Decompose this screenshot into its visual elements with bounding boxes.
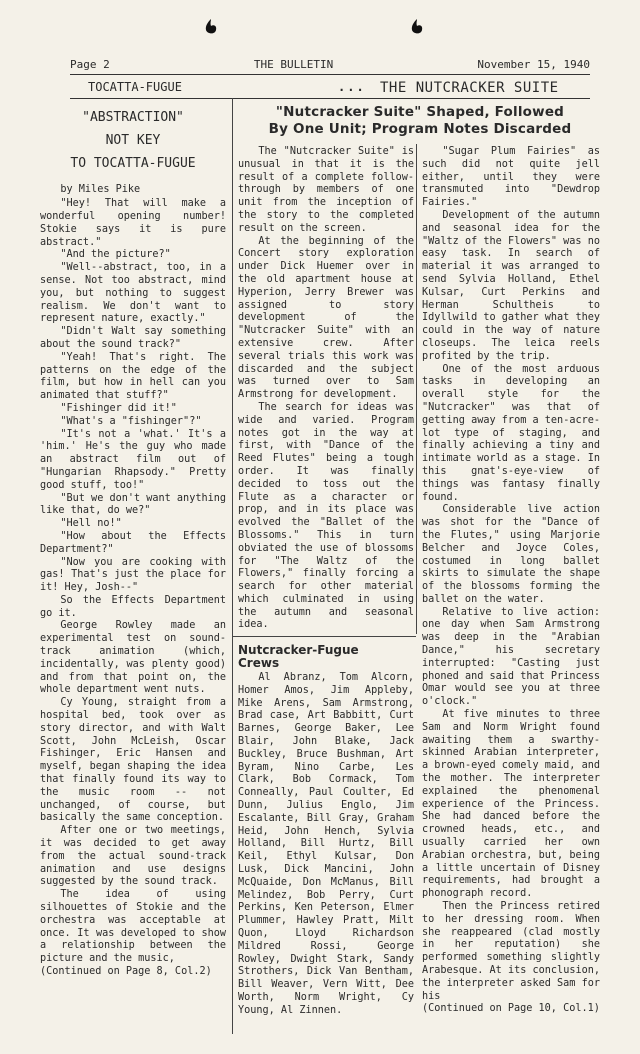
headline-line2: By One Unit; Program Notes Discarded [268, 121, 572, 137]
crews-divider [232, 636, 416, 637]
article-paragraph: "And the picture?" [60, 249, 171, 261]
article-paragraph: Cy Young, straight from a hospital bed, took over as story director, and with Walt Scott, John McLeish, Oscar Fishinger, Eric Hansen and myself, began shaping the idea that finally found its way to the music room -- not unchanged, of course, but basically the same conception. [40, 697, 226, 824]
article-paragraph: "Sugar Plum Fairies" as such did not quite jell either, until they were transmuted into "Dewdrop Fairies." [422, 146, 600, 209]
crews-title-line1: Nutcracker-Fugue [238, 644, 359, 657]
article-paragraph: "What's a "fishinger"?" [60, 415, 202, 427]
article-paragraph: "It's not a 'what.' It's a 'him.' He's the guy who made an abstract film out of "Hungarian Rhapsody." Pretty good stuff, too!" [40, 428, 226, 491]
nutcracker-headline [240, 104, 600, 138]
article-paragraph: "But we don't want anything like that, do we?" [40, 492, 226, 517]
punch-hole-left [204, 18, 218, 36]
continued-note: (Continued on Page 10, Col.1) [422, 1003, 600, 1015]
article-paragraph: "Hey! That will make a wonderful opening number! Stokie says it is pure abstract." [40, 198, 226, 248]
page-number: Page 2 [70, 58, 110, 71]
article-paragraph: After one or two meetings, it was decided to get away from the actual sound-track animation and use designs suggested by the sound track. [40, 825, 226, 888]
punch-hole-right [410, 18, 424, 36]
article-paragraph: The "Nutcracker Suite" is unusual in that it is the result of a complete follow-through by members of one unit from the inception of the story to the completed result on the screen. [238, 146, 414, 234]
column-divider-left [232, 98, 233, 1034]
header-rule [70, 74, 590, 75]
article-paragraph: At the beginning of the Concert story exploration under Dick Huemer over in the old apartment house at Hyperion, Jerry Brewer was assigned to story development of the "Nutcracker Suite" with an extensive crew. After several trials this work was discarded and the subject was turned over to Sam Armstrong for development. [238, 235, 414, 401]
article-title-line3: TO TOCATTA-FUGUE [70, 155, 196, 171]
article-title-line2: NOT KEY [105, 132, 161, 148]
article-body [40, 198, 226, 979]
article-paragraph: So the Effects Department go it. [40, 594, 226, 619]
article-paragraph: "Well--abstract, too, in a sense. Not too abstract, mind you, but nothing to suggest realism. We don't want to represent nature, exactly." [40, 262, 226, 325]
page-header [70, 58, 590, 71]
article-paragraph: "Fishinger did it!" [60, 402, 177, 414]
headline-line1: "Nutcracker Suite" Shaped, Followed [275, 104, 565, 120]
article-paragraph: "Hell no!" [60, 518, 122, 530]
continued-note: (Continued on Page 8, Col.2) [40, 966, 212, 977]
article-paragraph: "How about the Effects Department?" [40, 530, 226, 555]
publication-name: THE BULLETIN [253, 58, 334, 71]
crews-title [238, 644, 414, 670]
article-paragraph: Relative to live action: one day when Sam Armstrong was deep in the "Arabian Dance," his secretary interrupted: "Casting just phoned and said that Princess Omar would see you at three o'clock." [422, 606, 600, 708]
article-paragraph: George Rowley made an experimental test on sound-track animation (which, incidentally, was plenty good) and from that point on, the whole department went nuts. [40, 620, 226, 696]
section-rule [70, 98, 590, 99]
article-paragraph: "Didn't Walt say something about the sound track?" [40, 326, 226, 350]
article-title-line1: "ABSTRACTION" [82, 110, 184, 125]
nutcracker-article-column-b [422, 146, 600, 1032]
section-header [70, 80, 590, 96]
section-separator: ... [338, 80, 366, 94]
article-paragraph: Considerable live action was shot for the "Dance of the Flutes," using Marjorie Belcher and Joyce Coles, costumed in long ballet skirts to simulate the shape of the blossoms forming the ballet on the water. [422, 504, 600, 605]
article-paragraph: Then the Princess retired to her dressing room. When she reappeared (clad mostly in her reputation) she performed something slightly Arabesque. At its conclusion, the interpreter asked Sam for his [422, 901, 600, 1002]
article-paragraph: "Yeah! That's right. The patterns on the edge of the film, but how in hell can you animated that stuff?" [40, 351, 226, 402]
article-paragraph: The idea of using silhouettes of Stokie and the orchestra was acceptable at once. It was developed to show a relationship between the picture and the music, [40, 889, 226, 965]
crews-title-line2: Crews [238, 656, 280, 670]
article-paragraph: The search for ideas was wide and varied. Program notes got in the way at first, with "Dance of the Reed Flutes" being a tough order. It was finally decided to toss out the Flute as a character or prop, and in its place was evolved the "Ballet of the Blossoms." This in turn obviated the use of blossoms for "The Waltz of the Flowers," finally forcing a search for other material which culminated in using the autumn and seasonal idea. [238, 401, 414, 631]
article-paragraph: At five minutes to three Sam and Norm Wright found awaiting them a swarthy-skinned Arabian interpreter, a brown-eyed comely maid, and the mother. The interpreter explained the phenomenal experience of the Princess. She had danced before the crowned heads, etc., and usually carried her own Arabian orchestra, but, being a little uncertain of Disney requirements, had brought a phonograph record. [422, 709, 600, 900]
article-paragraph: Development of the autumn and seasonal idea for the "Waltz of the Flowers" was no easy task. In search of material it was arranged to send Sylvia Holland, Ethel Kulsar, Curt Perkins and Herman Schultheis to Idyllwild to gather what they could in the way of nature closeups. The leica reels profited by the trip. [422, 209, 600, 362]
issue-date: November 15, 1940 [477, 58, 590, 71]
article-paragraph: One of the most arduous tasks in developing an overall style for the "Nutcracker" was that of getting away from a ten-acre-lot type of staging, and finally achieving a tiny and intimate world as a stage. In this gnat's-eye-view of things was fantasy finally found. [422, 363, 600, 503]
column-divider-right [416, 144, 417, 634]
nutcracker-article-column-a [238, 146, 414, 632]
crews-list: Al Abranz, Tom Alcorn, Homer Amos, Jim Appleby, Mike Arens, Sam Armstrong, Brad case, Art Babbitt, Curt Barnes, George Baker, Lee Blair, John Blake, Jack Buckley, Bruce Bushman, Art Byram, Nino Carbe, Les Clark, Bob Cormack, Tom Conneally, Paul Coulter, Ed Dunn, Julius Englo, Jim Escalante, Bill Gray, Graham Heid, John Hench, Sylvia Holland, Bill Hurtz, Bill Keil, Ethyl Kulsar, Don Lusk, Dick Mancini, John McQuaide, Don McManus, Bill Melindez, Bob Perry, Curt Perkins, Ken Peterson, Elmer Plummer, Hawley Pratt, Milt Quon, Lloyd Richardson Mildred Rossi, George Rowley, Dwight Stark, Sandy Strothers, Dick Van Bentham, Bill Weaver, Vern Witt, Dee Worth, Norm Wright, Cy Young, Al Zinnen. [238, 672, 414, 1016]
article-byline: by Miles Pike [60, 184, 141, 196]
article-paragraph: "Now you are cooking with gas! That's just the place for it! Hey, Josh--" [40, 556, 226, 594]
section-title-left: TOCATTA-FUGUE [88, 80, 182, 94]
abstraction-article [40, 106, 226, 1036]
crews-box [238, 644, 414, 1034]
section-title-right: THE NUTCRACKER SUITE [380, 80, 559, 96]
